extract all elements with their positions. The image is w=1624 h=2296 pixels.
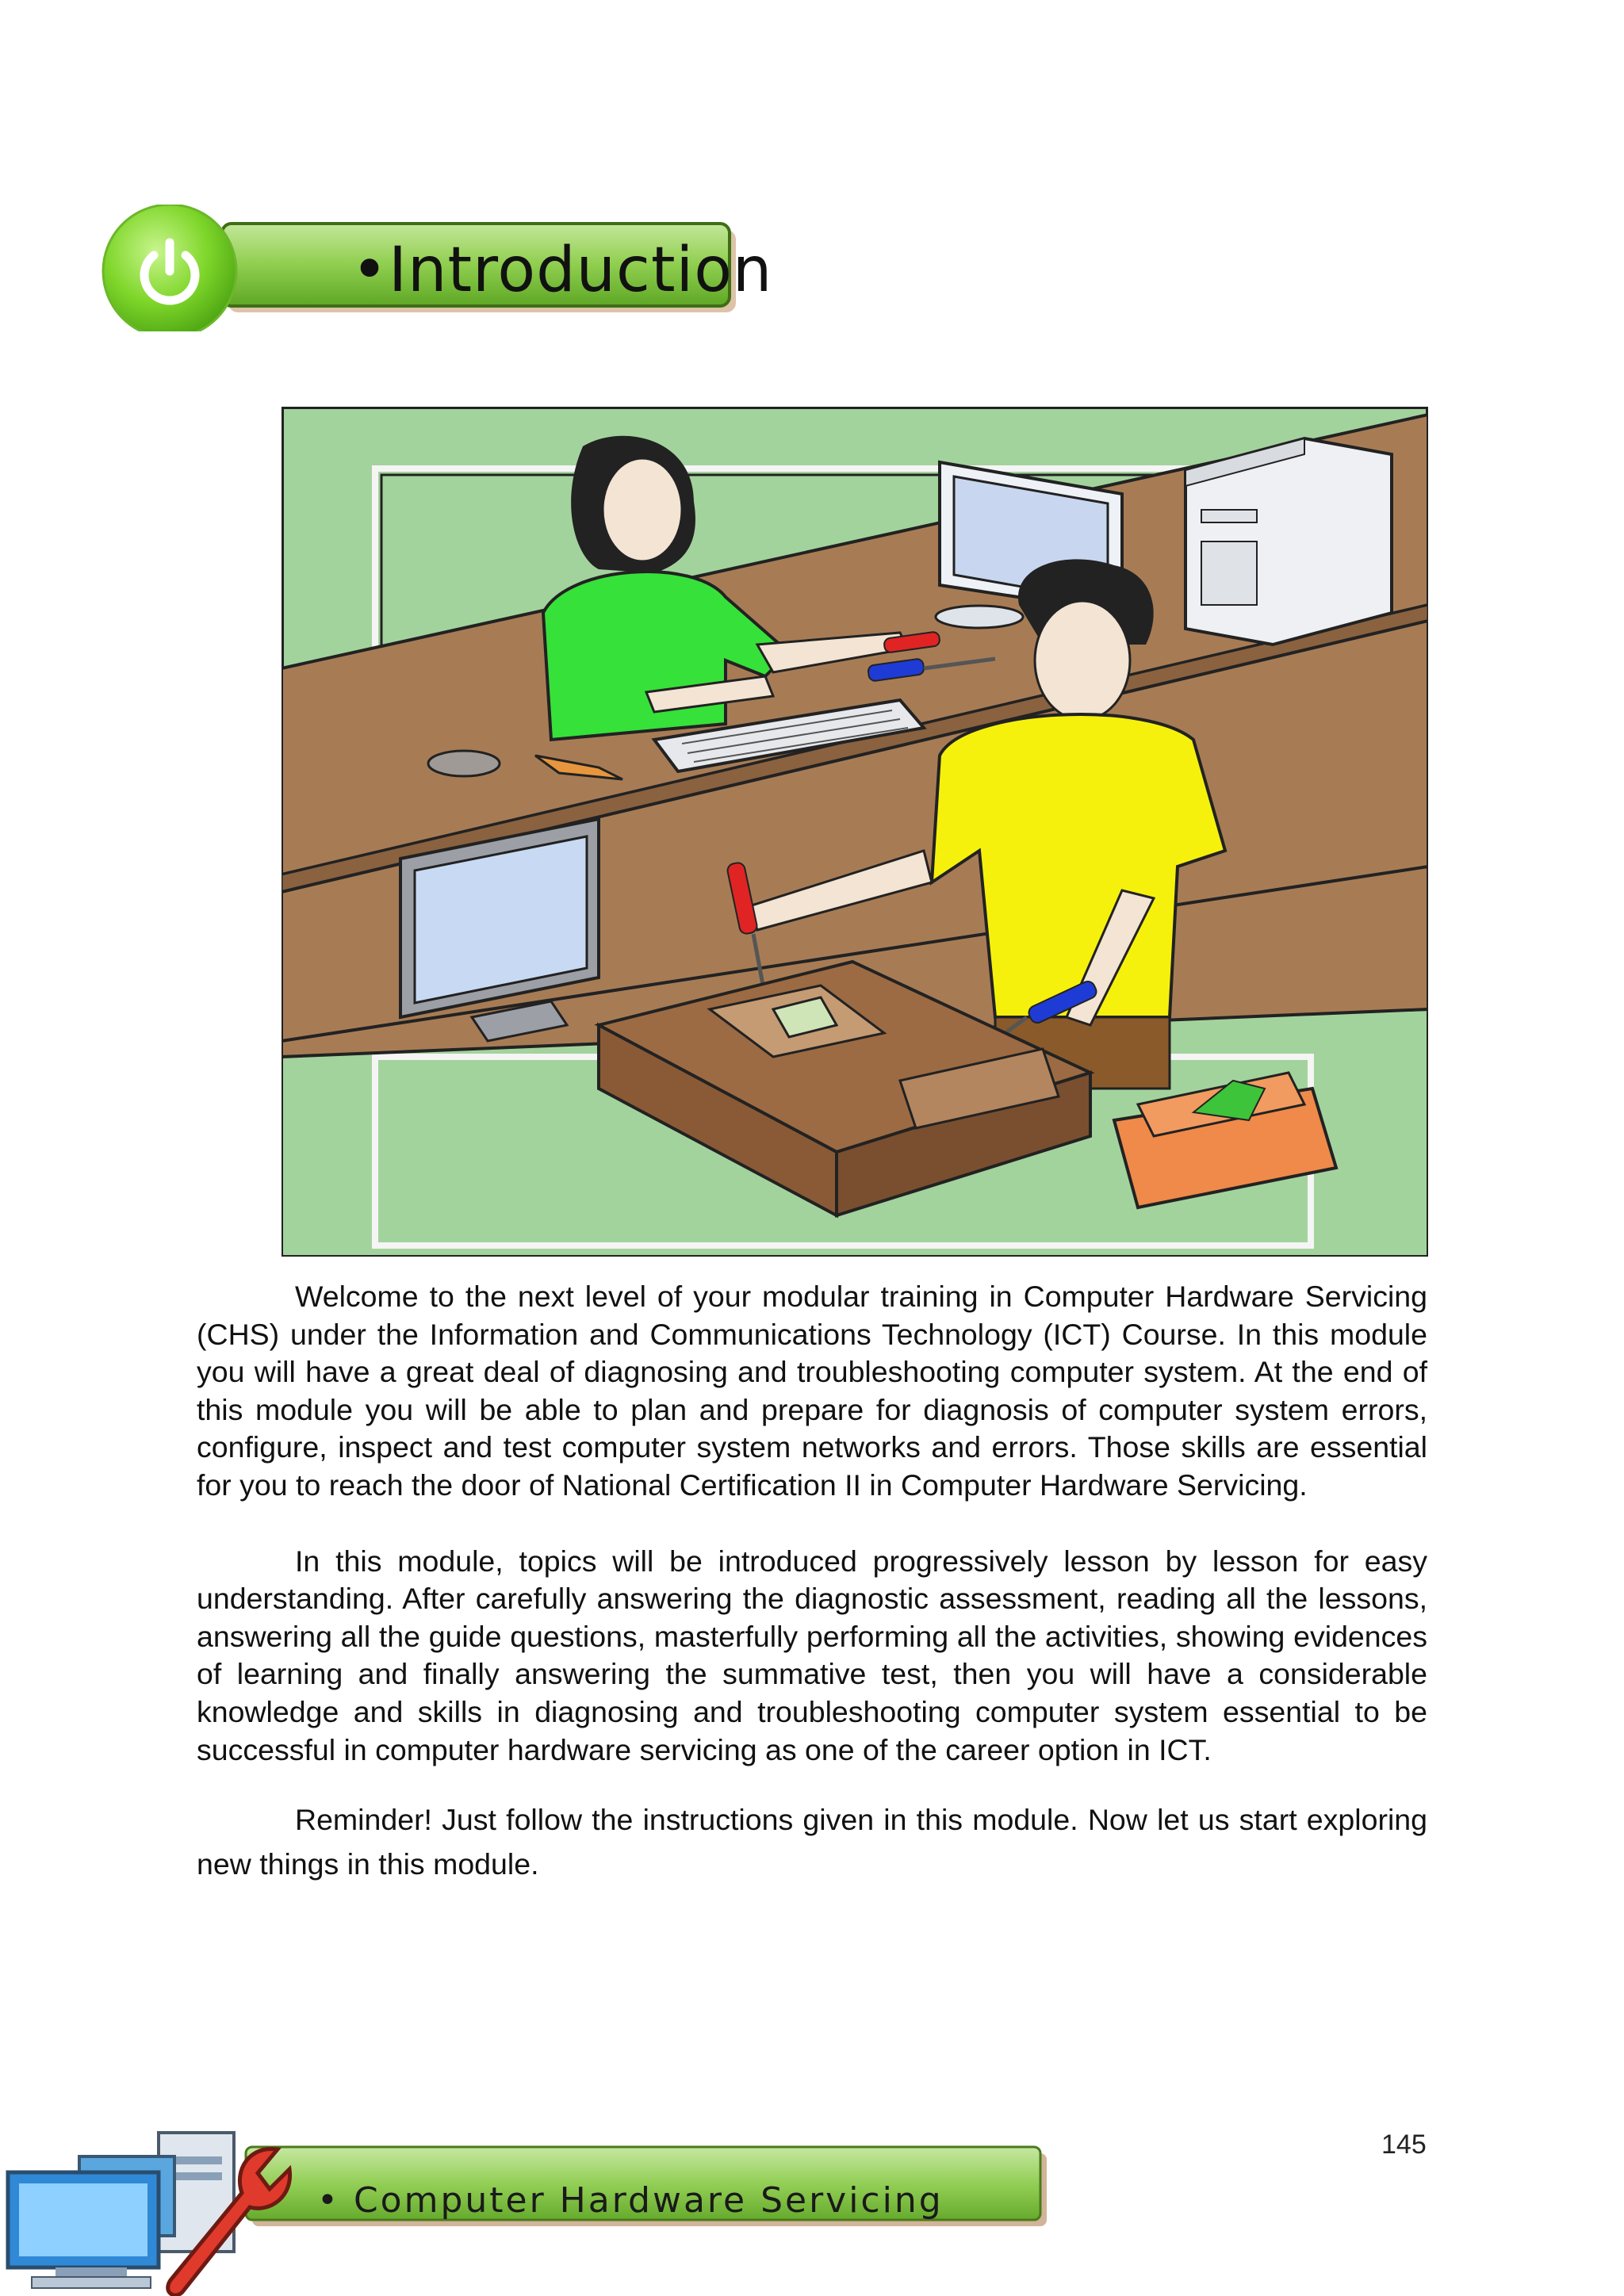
footer-banner bbox=[0, 2125, 1055, 2296]
footer-title: • Computer Hardware Servicing bbox=[317, 2180, 944, 2221]
paragraph-welcome: Welcome to the next level of your modular training in Computer Hardware Servicing (CHS) under the Information and Communications Technology (ICT) Course. In this module you will have a great deal of diagnosing and troubleshooting computer system. At the end of this module you will be able to plan and prepare for diagnosis of computer system errors, configure, inspect and test computer system networks and errors. Those skills are essential for you to reach the door of National Certification II in Computer Hardware Servicing. bbox=[197, 1280, 1427, 1502]
section-banner bbox=[94, 205, 773, 331]
power-icon bbox=[130, 232, 209, 311]
wrench-icon bbox=[139, 2137, 297, 2296]
paragraph-module-topics: In this module, topics will be introduced progressively lesson by lesson for easy understanding. After carefully answering the diagnostic assessment, reading all the lessons, answering all the guide questions, masterfully performing all the activities, showing evidences of learning and finally answering the summative test, then you will have a considerable knowledge and skills in diagnosing and troubleshooting computer system essential to be successful in computer hardware servicing as one of the career option in ICT. bbox=[197, 1544, 1427, 1766]
introduction-body bbox=[197, 1278, 1427, 1886]
computer-tower bbox=[1185, 438, 1392, 645]
section-title: •Introduction bbox=[351, 235, 773, 306]
paragraph-reminder: Reminder! Just follow the instructions given in this module. Now let us start exploring new things in this module. bbox=[197, 1803, 1427, 1881]
page-number: 145 bbox=[1381, 2130, 1427, 2160]
technicians-illustration bbox=[282, 407, 1428, 1257]
